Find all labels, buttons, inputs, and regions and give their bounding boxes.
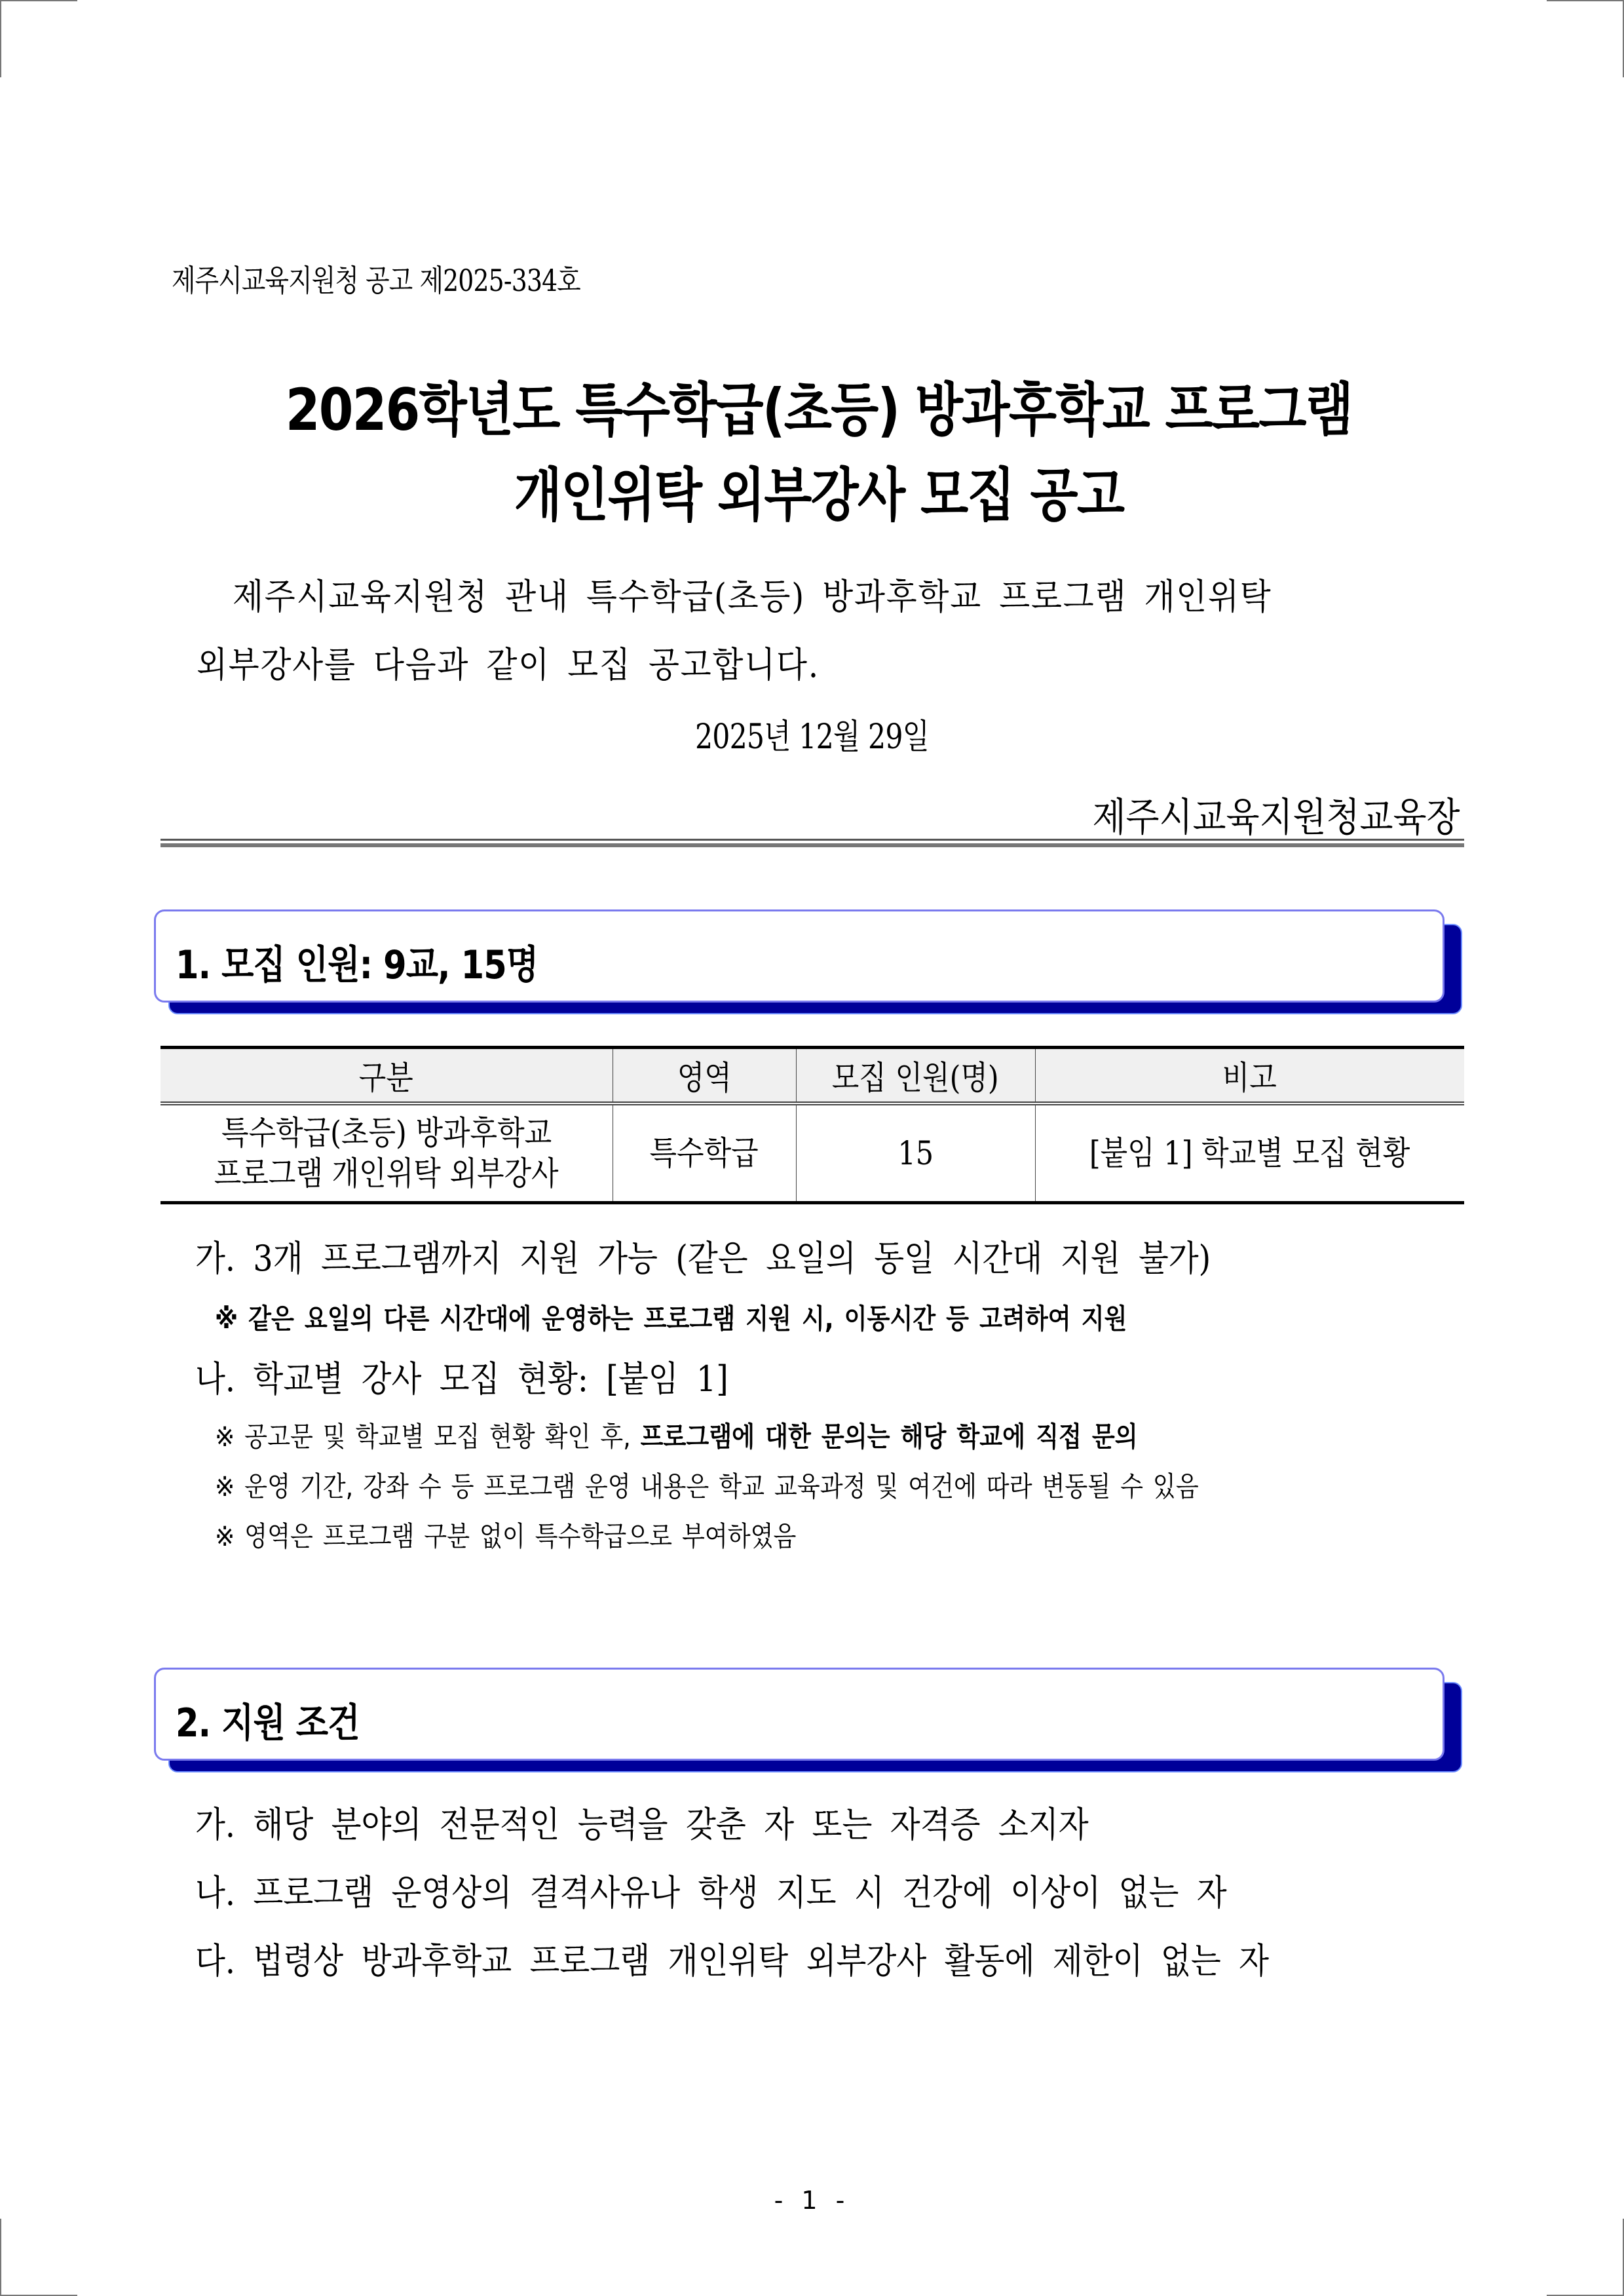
column-header-category: 구분 [161,1048,613,1104]
crop-mark-top-left-h [0,0,77,1]
notice-number: 제주시교육지원청 공고 제2025-334호 [172,263,580,298]
intro-paragraph-line2: 외부강사를 다음과 같이 모집 공고합니다. [197,644,820,685]
column-header-remarks: 비고 [1035,1048,1464,1104]
bold-note: ※ 같은 요일의 다른 시간대에 운영하는 프로그램 지원 시, 이동시간 등 고려하여 지원 [215,1303,1127,1335]
column-header-count: 모집 인원(명) [796,1048,1035,1104]
document-title-line2: 개인위탁 외부강사 모집 공고 [514,461,1124,529]
section-heading-recruitment [154,909,1445,1003]
qualification-item-ga: 가. 해당 분야의 전문적인 능력을 갖춘 자 또는 자격증 소지자 [195,1804,1089,1845]
table-row [161,1103,1464,1203]
column-header-area: 영역 [613,1048,796,1104]
cell-category: 특수학급(초등) 방과후학교 프로그램 개인위탁 외부강사 [214,1114,559,1193]
list-item-ga: 가. 3개 프로그램까지 지원 가능 (같은 요일의 동일 시간대 지원 불가) [195,1238,1211,1279]
list-item-na: 나. 학교별 강사 모집 현황: [붙임 1] [195,1358,728,1400]
signer: 제주시교육지원청교육장 [1092,795,1460,841]
section-heading-box [154,909,1445,1003]
crop-mark-top-right-h [1547,0,1624,1]
recruitment-table [161,1046,1464,1204]
qualification-item-na: 나. 프로그램 운영상의 결격사유나 학생 지도 시 건강에 이상이 없는 자 [195,1872,1227,1913]
note-inquiry: ※ 공고문 및 학교별 모집 현황 확인 후, 프로그램에 대한 문의는 해당 학교에 직접 문의 [215,1421,1138,1453]
note-schedule: ※ 운영 기간, 강좌 수 등 프로그램 운영 내용은 학교 교육과정 및 여건에 따라 변동될 수 있음 [215,1470,1199,1502]
cell-count: 15 [796,1103,1035,1203]
section-heading-box [154,1668,1445,1761]
section-heading-label: 1. 모집 인원: 9교, 15명 [176,942,538,988]
cell-area: 특수학급 [613,1103,796,1203]
crop-mark-bottom-left-v [0,2219,1,2296]
note-area: ※ 영역은 프로그램 구분 없이 특수학급으로 부여하였음 [215,1520,797,1552]
table-header-row [161,1048,1464,1104]
notice-date: 2025년 12월 29일 [694,718,930,757]
document-title-line1: 2026학년도 특수학급(초등) 방과후학교 프로그램 [285,376,1353,444]
page-number: - 1 - [774,2186,850,2215]
section-heading-qualifications [154,1668,1445,1761]
signature-divider [161,839,1464,849]
qualification-item-da: 다. 법령상 방과후학교 프로그램 개인위탁 외부강사 활동에 제한이 없는 자 [195,1940,1270,1981]
section-heading-label: 2. 지원 조건 [176,1700,360,1746]
cell-remarks: [붙임 1] 학교별 모집 현황 [1035,1103,1464,1203]
crop-mark-top-left-v [0,0,1,77]
intro-paragraph-line1: 제주시교육지원청 관내 특수학급(초등) 방과후학교 프로그램 개인위탁 [233,576,1272,617]
